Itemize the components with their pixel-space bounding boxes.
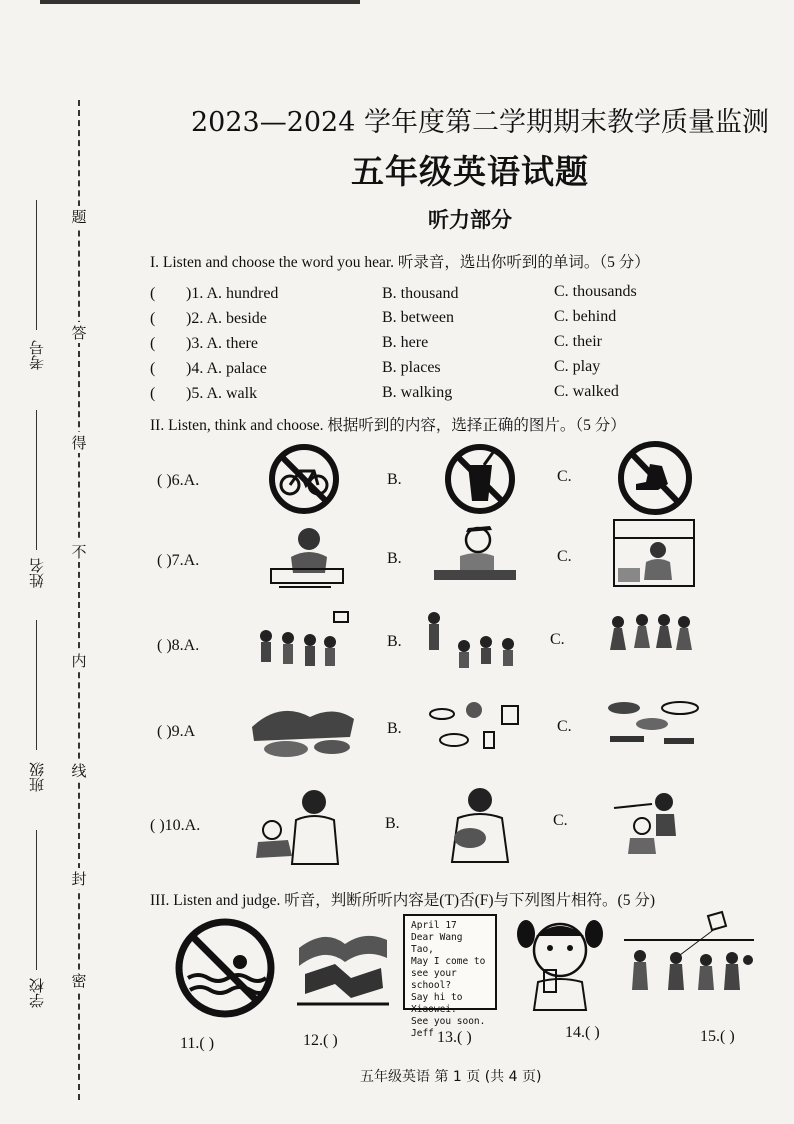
- question-10-label[interactable]: ( )10.A.: [150, 817, 201, 834]
- kids-dancing-icon: [422, 606, 522, 676]
- seal-char: 线: [71, 762, 87, 780]
- seal-line: [78, 100, 80, 1100]
- name-line[interactable]: [36, 410, 37, 550]
- breakfast-items-picture[interactable]: [424, 696, 524, 756]
- boy-eating-icon: [432, 522, 518, 588]
- option-b-label: B.: [387, 471, 402, 488]
- plates-icon: [250, 697, 356, 763]
- section3-title: III. Listen and judge. 听音，判断所听内容是(T)否(F)与下列图片相符。(5 分): [150, 892, 655, 909]
- section1-title: I. Listen and choose the word you hear. 听录音，选出你听到的单词。（5 分）: [150, 254, 650, 271]
- exam-term-title: 2023—2024 学年度第二学期期末教学质量监测: [190, 107, 769, 138]
- great-wall-icon: [295, 918, 391, 1014]
- girl-drinking-picture[interactable]: [516, 912, 604, 1012]
- option-a: )5. A. walk: [186, 385, 258, 402]
- option-b: B. here: [382, 334, 429, 351]
- option-a: )4. A. palace: [186, 360, 267, 377]
- boy-reading-picture[interactable]: [265, 523, 347, 591]
- no-stepping-sign-picture[interactable]: [606, 440, 704, 516]
- boy-reading-icon: [265, 523, 347, 591]
- seal-char: 题: [71, 208, 87, 226]
- no-cycling-icon: [258, 443, 350, 515]
- no-drinks-icon: [434, 443, 526, 515]
- class-line[interactable]: [36, 620, 37, 750]
- option-c-label: C.: [557, 718, 572, 735]
- no-stepping-icon: [606, 440, 704, 516]
- option-b: B. between: [382, 309, 454, 326]
- seal-char: 封: [71, 870, 87, 888]
- no-swimming-icon: [170, 918, 280, 1018]
- girl-at-window-picture[interactable]: [612, 518, 696, 588]
- girl-window-icon: [612, 518, 696, 588]
- name-label: 姓名: [28, 558, 46, 588]
- question-7-label[interactable]: ( )7.A.: [157, 552, 200, 569]
- great-wall-picture[interactable]: [295, 918, 391, 1014]
- option-a: )1. A. hundred: [186, 285, 279, 302]
- letter-line: Say hi to Xiaowei.: [411, 992, 463, 1015]
- part-title: 听力部分: [428, 208, 512, 232]
- question-11-answer[interactable]: 11.( ): [180, 1035, 215, 1052]
- girl-drinking-icon: [516, 912, 604, 1012]
- mother-child-icon: [248, 786, 356, 866]
- kids-waving-picture[interactable]: [612, 790, 696, 856]
- school-label: 学校: [28, 978, 46, 1008]
- option-c-label: C.: [557, 548, 572, 565]
- question-13-answer[interactable]: 13.( ): [437, 1029, 472, 1046]
- mother-and-child-picture[interactable]: [248, 786, 356, 866]
- kids-running-icon: [604, 610, 696, 666]
- question-12-answer[interactable]: 12.( ): [303, 1032, 338, 1049]
- page-footer: 五年级英语 第 1 页 (共 4 页): [360, 1069, 542, 1085]
- answer-paren[interactable]: (: [150, 310, 156, 327]
- kids-dancing-picture[interactable]: [422, 606, 522, 676]
- dinner-icon: [602, 694, 708, 750]
- option-c: C. walked: [554, 383, 619, 400]
- letter-line: May I come to: [411, 956, 486, 967]
- exam-number-line[interactable]: [36, 200, 37, 330]
- seal-char: 答: [71, 324, 87, 342]
- no-swimming-sign-picture[interactable]: [170, 918, 280, 1018]
- option-a: )2. A. beside: [186, 310, 267, 327]
- top-edge-bar: [40, 0, 360, 4]
- option-b-label: B.: [387, 720, 402, 737]
- mother-baby-icon: [436, 786, 520, 864]
- option-b: B. walking: [382, 384, 453, 401]
- seal-char: 内: [71, 652, 87, 670]
- option-c-label: C.: [553, 812, 568, 829]
- no-drinks-sign-picture[interactable]: [434, 443, 526, 515]
- kids-flying-kite-picture[interactable]: [622, 910, 756, 1002]
- school-line[interactable]: [36, 830, 37, 970]
- section2-title: II. Listen, think and choose. 根据听到的内容，选择正确的图片。（5 分）: [150, 417, 626, 434]
- kids-playing-icon: [250, 608, 354, 676]
- answer-paren[interactable]: (: [150, 335, 156, 352]
- letter-line: April 17: [411, 920, 457, 931]
- option-c: C. thousands: [554, 283, 637, 300]
- option-b: B. places: [382, 359, 441, 376]
- answer-paren[interactable]: (: [150, 385, 156, 402]
- seal-char: 得: [71, 434, 87, 452]
- class-label: 班级: [28, 762, 46, 792]
- option-c-label: C.: [550, 631, 565, 648]
- option-b-label: B.: [385, 815, 400, 832]
- question-15-answer[interactable]: 15.( ): [700, 1028, 735, 1045]
- letter-line: Jeff: [411, 1028, 434, 1039]
- question-14-answer[interactable]: 14.( ): [565, 1024, 600, 1041]
- letter-line: See you soon.: [411, 1016, 486, 1027]
- exam-number-label: 考号: [28, 340, 46, 370]
- option-c: C. their: [554, 333, 602, 350]
- question-9-label[interactable]: ( )9.A: [157, 723, 196, 740]
- seal-char: 密: [71, 972, 87, 990]
- answer-paren[interactable]: (: [150, 360, 156, 377]
- exam-title: 五年级英语试题: [351, 152, 589, 191]
- option-c: C. play: [554, 358, 601, 375]
- answer-paren[interactable]: (: [150, 285, 156, 302]
- kids-running-picture[interactable]: [604, 610, 696, 666]
- kids-waving-icon: [612, 790, 696, 856]
- kids-group-picture[interactable]: [250, 608, 354, 676]
- breakfast-icon: [424, 696, 524, 756]
- option-a: )3. A. there: [186, 335, 258, 352]
- dinner-plates-picture[interactable]: [602, 694, 708, 750]
- question-8-label[interactable]: ( )8.A.: [157, 637, 200, 654]
- option-c: C. behind: [554, 308, 617, 325]
- option-b: B. thousand: [382, 285, 459, 302]
- kite-flying-icon: [622, 910, 756, 1002]
- option-b-label: B.: [387, 550, 402, 567]
- option-b-label: B.: [387, 633, 402, 650]
- no-bike-sign-picture[interactable]: [258, 443, 350, 515]
- seal-char: 不: [71, 543, 87, 561]
- boy-at-table-picture[interactable]: [432, 522, 518, 588]
- question-6-label[interactable]: ( )6.A.: [157, 472, 200, 489]
- option-c-label: C.: [557, 468, 572, 485]
- letter-line: see your school?: [411, 968, 457, 991]
- mother-holding-baby-picture[interactable]: [436, 786, 520, 864]
- letter-line: Dear Wang Tao,: [411, 932, 463, 955]
- food-plates-picture[interactable]: [250, 697, 356, 763]
